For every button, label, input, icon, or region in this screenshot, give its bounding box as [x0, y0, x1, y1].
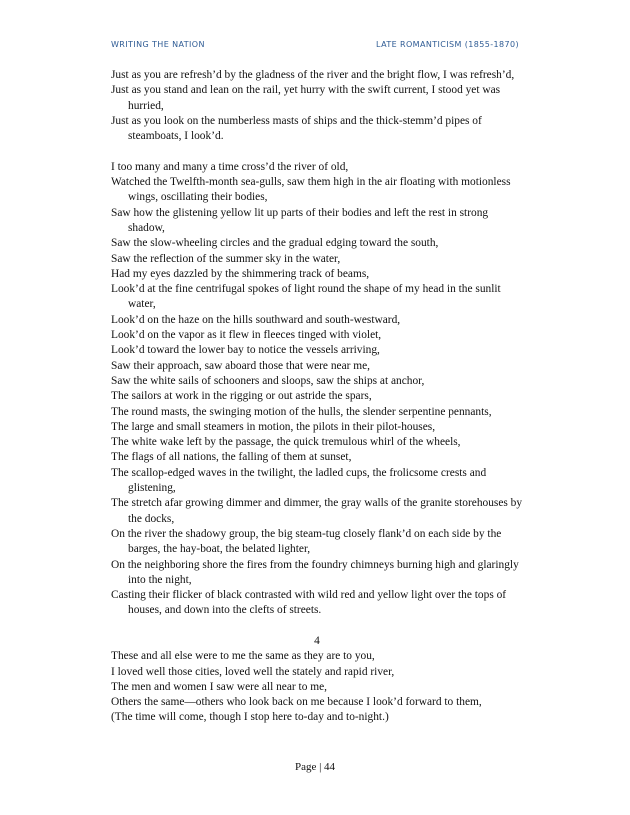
stanza-2: [111, 160, 523, 619]
running-header: [111, 40, 519, 49]
poem-line: Watched the Twelfth-month sea-gulls, saw them high in the air floating with motionless wings, oscillating their bodies,: [111, 176, 511, 204]
poem-line: I loved well those cities, loved well the stately and rapid river,: [111, 665, 395, 678]
header-left-title: WRITING THE NATION: [111, 40, 205, 49]
poem-line: Just as you stand and lean on the rail, yet hurry with the swift current, I stood yet was hurried,: [111, 84, 501, 112]
poem-line: Had my eyes dazzled by the shimmering track of beams,: [111, 267, 370, 280]
poem-line: Others the same—others who look back on me because I look’d forward to them,: [111, 696, 482, 709]
poem-line: The white wake left by the passage, the quick tremulous whirl of the wheels,: [111, 436, 461, 449]
poem-line: Look’d at the fine centrifugal spokes of light round the shape of my head in the sunlit water,: [111, 283, 501, 311]
poem-line: The round masts, the swinging motion of the hulls, the slender serpentine pennants,: [111, 405, 492, 418]
poem-line: Just as you are refresh’d by the gladness of the river and the bright flow, I was refresh’d,: [111, 69, 515, 81]
poem-line: (The time will come, though I stop here to-day and to-night.): [111, 711, 389, 724]
stanza-3: [111, 649, 523, 725]
header-right-title: LATE ROMANTICISM (1855-1870): [376, 40, 519, 49]
page-number: Page | 44: [294, 761, 336, 773]
poem-line: Saw the reflection of the summer sky in the water,: [111, 252, 341, 265]
poem-line: Saw how the glistening yellow lit up parts of their bodies and left the rest in strong shadow,: [111, 206, 489, 234]
poem-line: Saw the slow-wheeling circles and the gradual edging toward the south,: [111, 237, 439, 250]
poem-line: Saw their approach, saw aboard those that were near me,: [111, 359, 371, 372]
poem-line: The men and women I saw were all near to me,: [111, 680, 328, 693]
poem-line: The sailors at work in the rigging or out astride the spars,: [111, 390, 372, 403]
stanza-1: [111, 68, 523, 144]
poem-line: On the neighboring shore the fires from the foundry chimneys burning high and glaringly into the night,: [111, 558, 519, 586]
poem-line: Look’d on the haze on the hills southward and south-westward,: [111, 313, 401, 326]
stanza-gap: [111, 619, 523, 634]
poem-line: Casting their flicker of black contrasted with wild red and yellow light over the tops of houses, and down into the clefts of streets.: [111, 589, 507, 617]
poem-line: The large and small steamers in motion, the pilots in their pilot-houses,: [111, 420, 436, 433]
section-number: 4: [314, 634, 320, 647]
poem-line: Just as you look on the numberless masts of ships and the thick-stemm’d pipes of steamboats, I look’d.: [111, 114, 482, 143]
poem-line: Look’d toward the lower bay to notice the vessels arriving,: [111, 344, 380, 357]
poem-line: The scallop-edged waves in the twilight, the ladled cups, the frolicsome crests and glistening,: [111, 466, 487, 495]
poem-line: I too many and many a time cross’d the river of old,: [111, 160, 349, 173]
poem-line: Look’d on the vapor as it flew in fleeces tinged with violet,: [111, 329, 382, 342]
poem-line: These and all else were to me the same as they are to you,: [111, 650, 375, 663]
poem-body: [111, 68, 523, 726]
stanza-gap: [111, 144, 523, 159]
poem-line: On the river the shadowy group, the big steam-tug closely flank’d on each side by the barges, the hay-boat, the belated lighter,: [111, 527, 502, 556]
poem-line: The flags of all nations, the falling of them at sunset,: [111, 451, 352, 464]
poem-line: The stretch afar growing dimmer and dimmer, the gray walls of the granite storehouses by the docks,: [111, 497, 523, 525]
page-footer: [0, 761, 630, 773]
poem-line: Saw the white sails of schooners and sloops, saw the ships at anchor,: [111, 374, 425, 387]
